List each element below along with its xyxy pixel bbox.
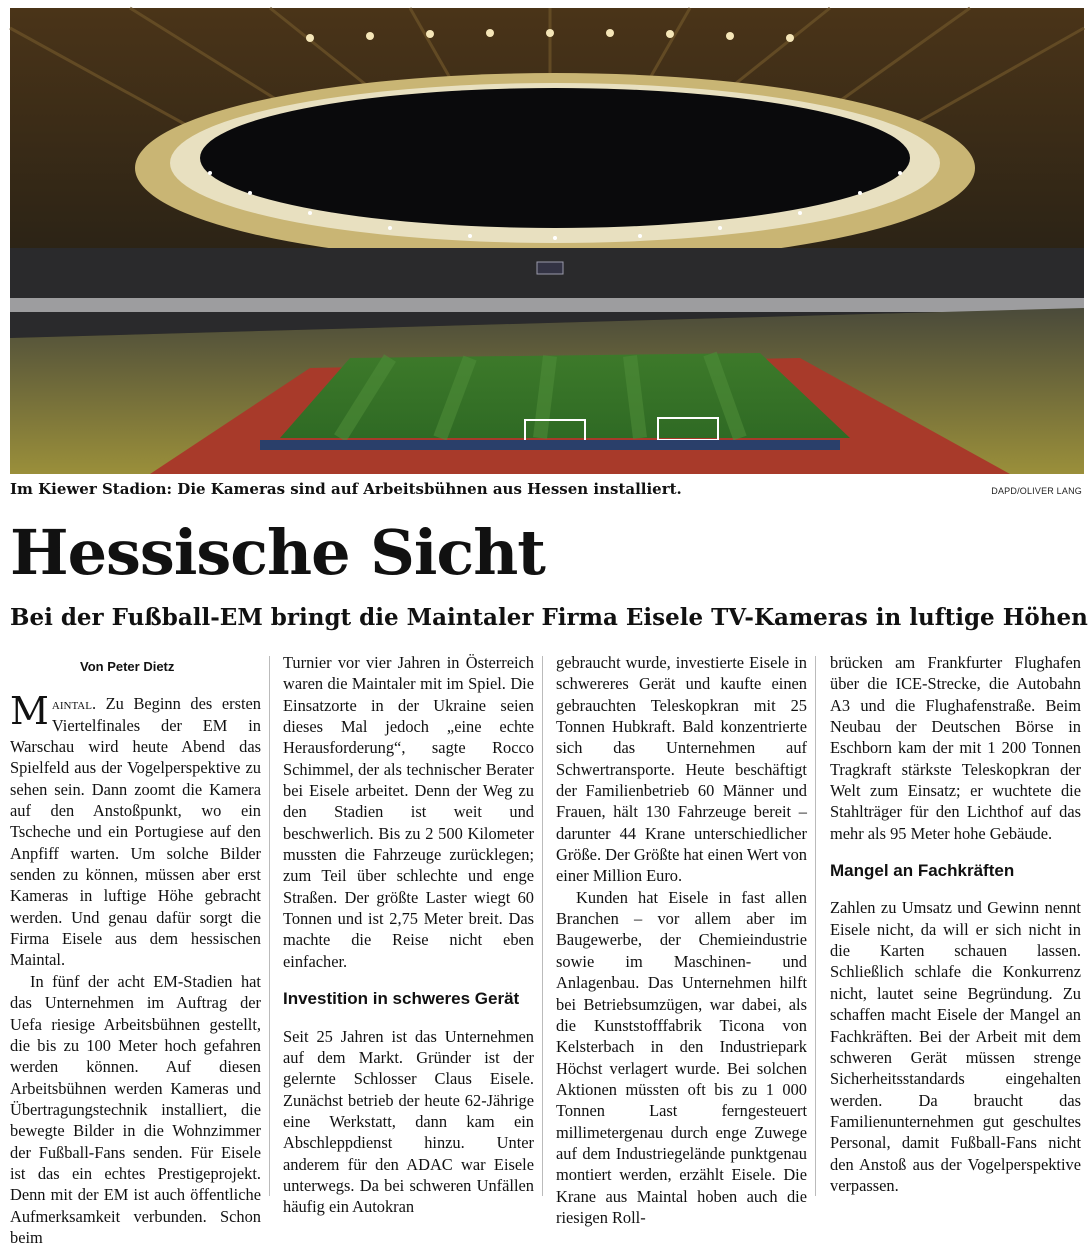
article-column-1	[10, 652, 261, 1247]
paragraph: Turnier vor vier Jahren in Österreich waren die Maintaler mit im Spiel. Die Einsatzorte in der Ukraine seien dieses Mal jedoch „eine echte Herausforderung“, sagte Rocco Schimmel, der als technischer Berater bei Eisele arbeitet. Denn der Weg zu den Stadien ist weit und beschwerlich. Bis zu 2 500 Kilometer mussten die Fahrzeuge zurücklegen; zum Teil über schlechte und enge Straßen. Der größte Laster wiegt 60 Tonnen und ist 2,75 Meter breit. Das machte die Reise nicht eben einfacher.	[283, 653, 534, 971]
column-divider	[542, 656, 543, 1196]
paragraph: Kunden hat Eisele in fast allen Branchen – vor allem aber im Baugewerbe, der Chemieindustrie sowie im Maschinen- und Anlagenbau. Das Unternehmen hilft bei Betriebsumzügen, war dabei, als die Kunststofffabrik Ticona von Kelsterbach in den Industriepark Höchst verlagert wurde. Bei solchen Aktionen müssten oft bis zu 1 000 Tonnen Last ferngesteuert millimetergenau durch enge Zuwege auf dem Industriegelände punktgenau montiert werden, erzählt Eisele. Die Krane aus Maintal hoben auch die riesigen Roll-	[556, 887, 807, 1227]
section-heading: Investition in schweres Gerät	[283, 989, 520, 1009]
headline: Hessische Sicht	[10, 516, 545, 589]
byline: Von Peter Dietz	[80, 659, 175, 674]
column-divider	[815, 656, 816, 1196]
paragraph: gebraucht wurde, investierte Eisele in schwereres Gerät und kaufte einen gebrauchten Teleskopkran mit 25 Tonnen Hubkraft. Bald konzentrierte sich das Unternehmen auf Schwertransporte. Heute beschäftigt der Familienbetrieb 60 Männer und Frauen, hält 130 Fahrzeuge bereit – darunter 44 Krane unterschiedlicher Größe. Der Größte hat einen Wert von einer Million Euro.	[556, 653, 807, 886]
dropcap: M	[10, 689, 49, 734]
photo-credit: DAPD/OLIVER LANG	[991, 486, 1082, 496]
column-divider	[269, 656, 270, 1196]
paragraph: brücken am Frankfurter Flughafen über die ICE-Strecke, die Autobahn A3 und die Flughafenstraße. Beim Neubau der Deutschen Börse in Eschborn kam der mit 1 200 Tonnen Tragkraft stärkste Teleskopkran der Welt zum Einsatz; er wuchtete die Stahlträger für den Lichthof auf das mehr als 95 Meter hohe Gebäude.	[830, 653, 1081, 843]
article-column-4	[830, 652, 1081, 1198]
subheadline: Bei der Fußball-EM bringt die Maintaler Firma Eisele TV-Kameras in luftige Höhen	[10, 604, 1088, 631]
dateline: aintal.	[51, 694, 97, 714]
stadium-photo	[10, 8, 1084, 474]
section-heading: Mangel an Fachkräften	[830, 861, 1015, 881]
paragraph-text: Zu Beginn des ersten Viertelfinales der EM in Warschau wird heute Abend das Spielfeld aus der Vogelperspektive zu sehen sein. Dann zoomt die Kamera auf den Anstoßpunkt, wo ein Tscheche und ein Portugiese auf den Anpfiff warten. Um solche Bilder senden zu können, müssen aber erst Kameras in luftige Höhe gebracht werden. Und genau dafür sorgt die Firma Eisele aus dem hessischen Maintal.	[10, 694, 261, 970]
article-column-3	[556, 652, 807, 1227]
paragraph: Seit 25 Jahren ist das Unternehmen auf dem Markt. Gründer ist der gelernte Schlosser Claus Eisele. Zunächst betrieb der heute 62-Jährige eine Werkstatt, dann kam ein Abschleppdienst hinzu. Unter anderem für den ADAC war Eisele unterwegs. Da bei schweren Unfällen häufig ein Autokran	[283, 1026, 534, 1217]
paragraph: Zahlen zu Umsatz und Gewinn nennt Eisele nicht, da will er sich nicht in die Karten schauen lassen. Schließlich schlafe die Konkurrenz nicht, lautet seine Begründung. Zu schaffen macht Eisele der Mangel an Fachkräften. Bei der Arbeit mit dem schweren Gerät müssen strenge Sicherheitsstandards eingehalten werden. Da braucht das Familienunternehmen gut geschultes Personal, damit Fußball-Fans nicht den Anstoß aus der Vogelperspektive verpassen.	[830, 898, 1081, 1195]
lead-paragraph	[10, 689, 261, 970]
article-column-2	[283, 652, 534, 1217]
paragraph: In fünf der acht EM-Stadien hat das Unternehmen im Auftrag der Uefa riesige Arbeitsbühnen gestellt, die bis zu 100 Meter hoch gefahren werden können. Auf diesen Arbeitsbühnen werden Kameras und Übertragungstechnik installiert, die bewegte Bilder in die Wohnzimmer der Fußball-Fans senden. Für Eisele ist das ein echtes Prestigeprojekt. Denn mit der EM ist auch öffentliche Aufmerksamkeit verbunden. Schon beim	[10, 971, 261, 1247]
photo-caption: Im Kiewer Stadion: Die Kameras sind auf Arbeitsbühnen aus Hessen installiert.	[10, 480, 682, 498]
